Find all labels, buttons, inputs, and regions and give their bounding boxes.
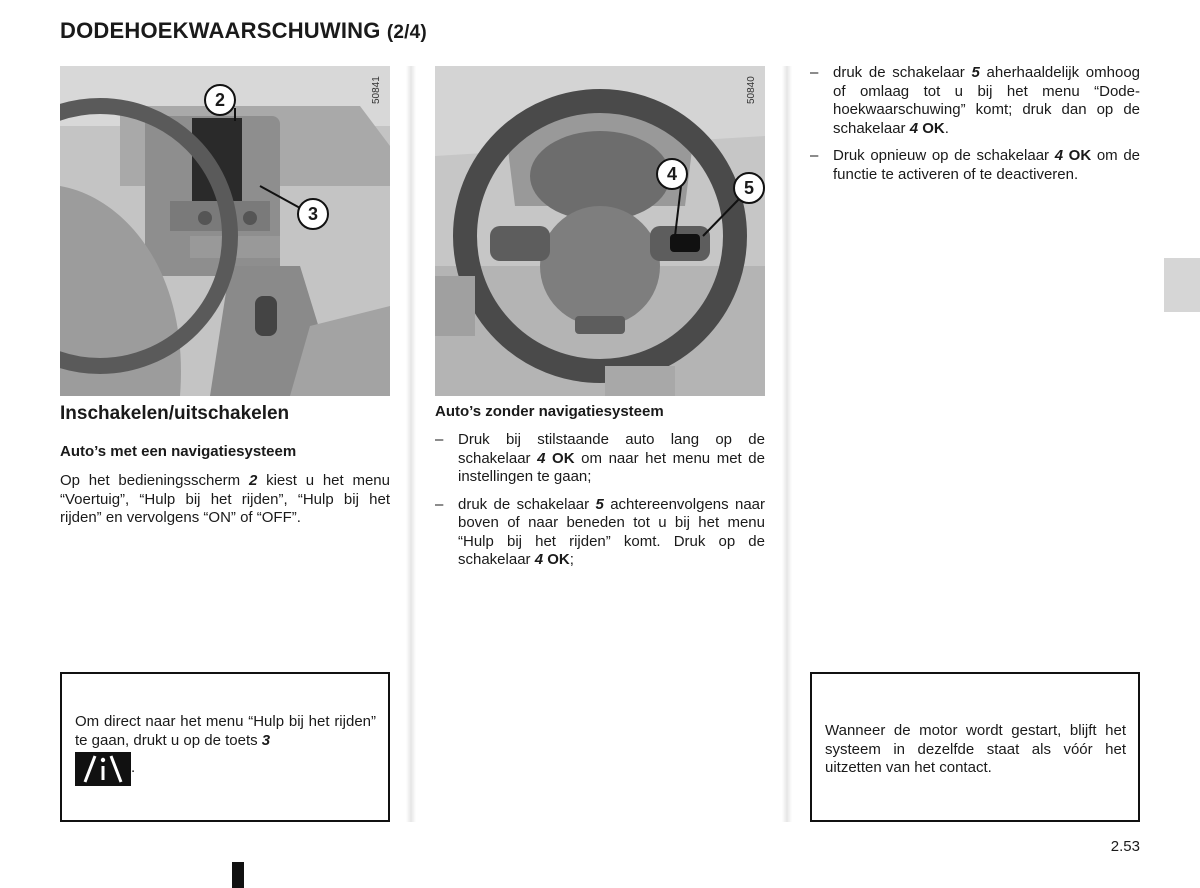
page-title — [60, 18, 427, 44]
page-number: 2.53 — [1110, 838, 1140, 855]
chapter-tab-marker — [1164, 258, 1200, 312]
section-heading: Inschakelen/uitschakelen — [60, 403, 290, 424]
callout-2: 2 — [204, 84, 236, 116]
list-item: – Druk opnieuw op de schakelaar 4 OK om de functie te activeren of te deactiveren. — [810, 147, 1141, 183]
paragraph-navigation: Op het bedieningsscherm 2 kiest u het menu “Voertuig”, “Hulp bij het rijden”, “Hulp bij het rijden” en vervolgens “ON” of “OFF”. — [60, 472, 390, 526]
column-separator — [782, 66, 792, 822]
figure-steering-wheel — [435, 66, 765, 396]
title-page-fraction: (2/4) — [386, 22, 427, 43]
callout-5: 5 — [733, 172, 765, 204]
list-item: – druk de schakelaar 5 aherhaaldelijk omhoog of omlaag tot u bij het menu “Dode-hoekwaarschuwing” komt; druk dan op de schakelaar 4 OK. — [810, 64, 1141, 137]
lane-assist-icon — [75, 752, 131, 786]
callout-4: 4 — [656, 158, 688, 190]
note-box-shortcut — [60, 672, 390, 822]
print-edge-mark — [232, 862, 244, 888]
callout-3: 3 — [297, 198, 329, 230]
list-item: – druk de schakelaar 5 achtereenvolgens naar boven of naar beneden tot u bij het menu “Hulp bij het rijden” komt. Druk op de schakelaar 4 OK; — [435, 495, 766, 568]
steps-list-continued — [810, 64, 1140, 193]
subheading-without-navigation: Auto’s zonder navigatiesysteem — [435, 403, 664, 420]
figure-code: 50840 — [746, 76, 757, 104]
title-text: DODEHOEKWAARSCHUWING — [60, 18, 381, 43]
steps-list-without-navigation — [435, 431, 765, 579]
figure-code: 50841 — [371, 76, 382, 104]
subheading-with-navigation: Auto’s met een navigatiesysteem — [60, 443, 297, 460]
note-box-engine-start — [810, 672, 1140, 822]
note-text: Wanneer de motor wordt gestart, blijft het systeem in dezelfde staat als vóór het uitzetten van het contact. — [825, 722, 1126, 776]
note-text: Om direct naar het menu “Hulp bij het rijden” te gaan, drukt u op de toets 3 . — [75, 713, 376, 786]
figure-dashboard — [60, 66, 390, 396]
column-separator — [406, 66, 416, 822]
list-item: – Druk bij stilstaande auto lang op de schakelaar 4 OK om naar het menu met de instellingen te gaan; — [435, 431, 765, 485]
